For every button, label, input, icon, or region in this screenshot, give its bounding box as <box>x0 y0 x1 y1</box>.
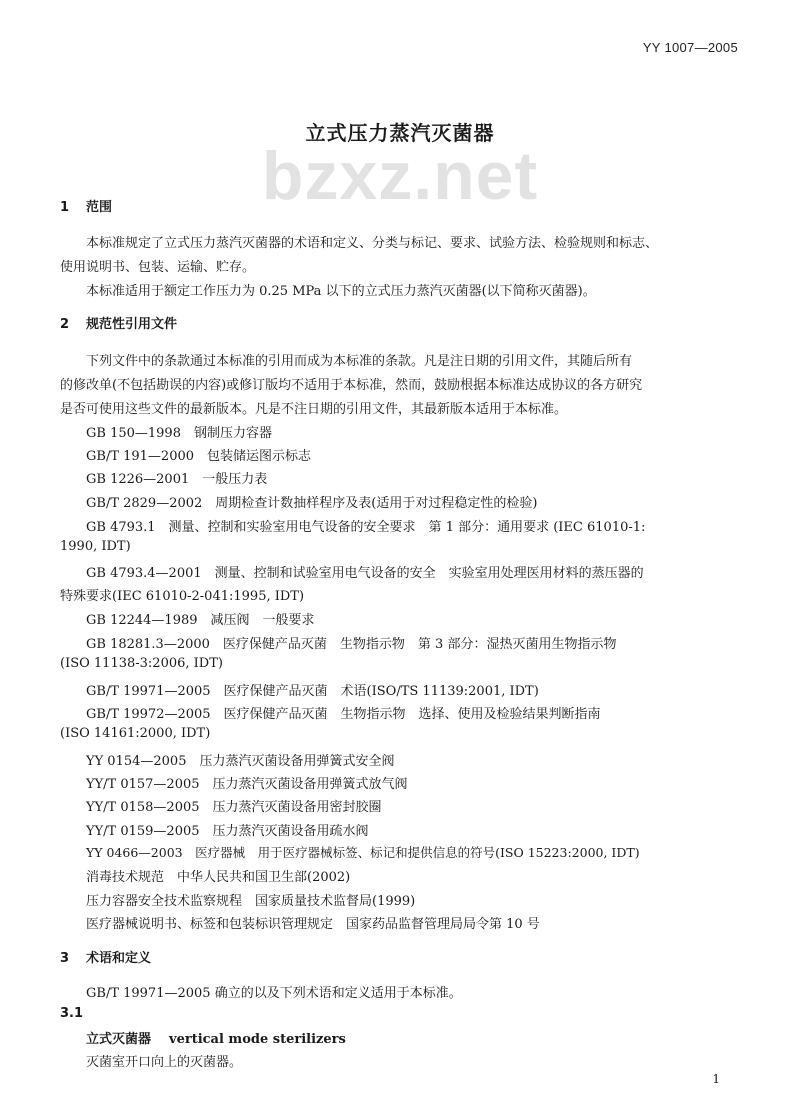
paragraph-line: 的修改单(不包括勘误的内容)或修订版均不适用于本标准，然而，鼓励根据本标准达成协议的各方研究 <box>60 378 643 393</box>
reference-item: 医疗器械说明书、标签和包装标识管理规定 国家药品监督管理局局令第 10 号 <box>86 917 540 932</box>
standard-code: YY 1007—2005 <box>642 40 738 55</box>
reference-item-continued: 1990, IDT) <box>60 539 131 554</box>
reference-item: GB 1226—2001 一般压力表 <box>86 472 268 487</box>
reference-item: GB 4793.4—2001 测量、控制和试验室用电气设备的安全 实验室用处理医用材料的蒸压器的 <box>86 566 644 581</box>
page-number: 1 <box>712 1072 720 1086</box>
section-number: 1 <box>60 200 70 215</box>
reference-item: YY/T 0159—2005 压力蒸汽灭菌设备用疏水阀 <box>86 824 369 839</box>
reference-item: YY/T 0158—2005 压力蒸汽灭菌设备用密封胶圈 <box>86 800 382 815</box>
reference-item-continued: 特殊要求(IEC 61010-2-041:1995, IDT) <box>60 589 305 604</box>
paragraph-line: 本标准规定了立式压力蒸汽灭菌器的术语和定义、分类与标记、要求、试验方法、检验规则和标志、 <box>86 236 659 251</box>
section-3-heading <box>60 947 151 966</box>
section-title: 术语和定义 <box>86 951 152 966</box>
reference-item: GB 150—1998 钢制压力容器 <box>86 426 272 441</box>
reference-item: GB 4793.1 测量、控制和实验室用电气设备的安全要求 第 1 部分：通用要求 (IEC 61010-1: <box>86 520 646 535</box>
reference-item: GB/T 19972—2005 医疗保健产品灭菌 生物指示物 选择、使用及检验结果判断指南 <box>86 707 601 722</box>
section-2-heading <box>60 313 177 332</box>
reference-item: 压力容器安全技术监察规程 国家质量技术监督局(1999) <box>86 894 416 909</box>
reference-item: GB/T 19971—2005 医疗保健产品灭菌 术语(ISO/TS 11139:2001, IDT) <box>86 684 539 699</box>
reference-item: 消毒技术规范 中华人民共和国卫生部(2002) <box>86 870 351 885</box>
paragraph-line: 是否可使用这些文件的最新版本。凡是不注日期的引用文件，其最新版本适用于本标准。 <box>60 402 568 417</box>
section-number: 3 <box>60 951 70 966</box>
watermark: bzxz.net <box>261 138 539 214</box>
paragraph-line: 使用说明书、包装、运输、贮存。 <box>60 260 256 275</box>
term-entry <box>86 1028 346 1047</box>
section-title: 规范性引用文件 <box>86 317 178 332</box>
reference-item-continued: (ISO 11138-3:2006, IDT) <box>60 656 223 671</box>
reference-item: GB/T 191—2000 包装储运图示标志 <box>86 449 312 464</box>
section-1-heading <box>60 196 112 215</box>
document-title: 立式压力蒸汽灭菌器 <box>305 121 495 145</box>
reference-item-continued: (ISO 14161:2000, IDT) <box>60 726 211 741</box>
paragraph-line: GB/T 19971—2005 确立的以及下列术语和定义适用于本标准。 <box>86 986 462 1001</box>
term-english: vertical mode sterilizers <box>169 1032 346 1047</box>
section-title: 范围 <box>86 200 113 215</box>
reference-item: YY 0154—2005 压力蒸汽灭菌设备用弹簧式安全阀 <box>86 754 395 769</box>
paragraph-line: 下列文件中的条款通过本标准的引用而成为本标准的条款。凡是注日期的引用文件，其随后所有 <box>86 354 633 369</box>
section-number: 2 <box>60 317 70 332</box>
subsection-number: 3.1 <box>60 1006 84 1021</box>
reference-item: GB 18281.3—2000 医疗保健产品灭菌 生物指示物 第 3 部分：湿热灭菌用生物指示物 <box>86 637 617 652</box>
term-definition: 灭菌室开口向上的灭菌器。 <box>86 1055 243 1070</box>
reference-item: GB 12244—1989 减压阀 一般要求 <box>86 613 315 628</box>
reference-item: GB/T 2829—2002 周期检查计数抽样程序及表(适用于对过程稳定性的检验) <box>86 496 538 511</box>
reference-item: YY 0466—2003 医疗器械 用于医疗器械标签、标记和提供信息的符号(ISO 15223:2000, IDT) <box>86 845 640 860</box>
paragraph-line: 本标准适用于额定工作压力为 0.25 MPa 以下的立式压力蒸汽灭菌器(以下简称灭菌器)。 <box>86 284 596 299</box>
reference-item: YY/T 0157—2005 压力蒸汽灭菌设备用弹簧式放气阀 <box>86 777 408 792</box>
term-chinese: 立式灭菌器 <box>86 1032 152 1047</box>
